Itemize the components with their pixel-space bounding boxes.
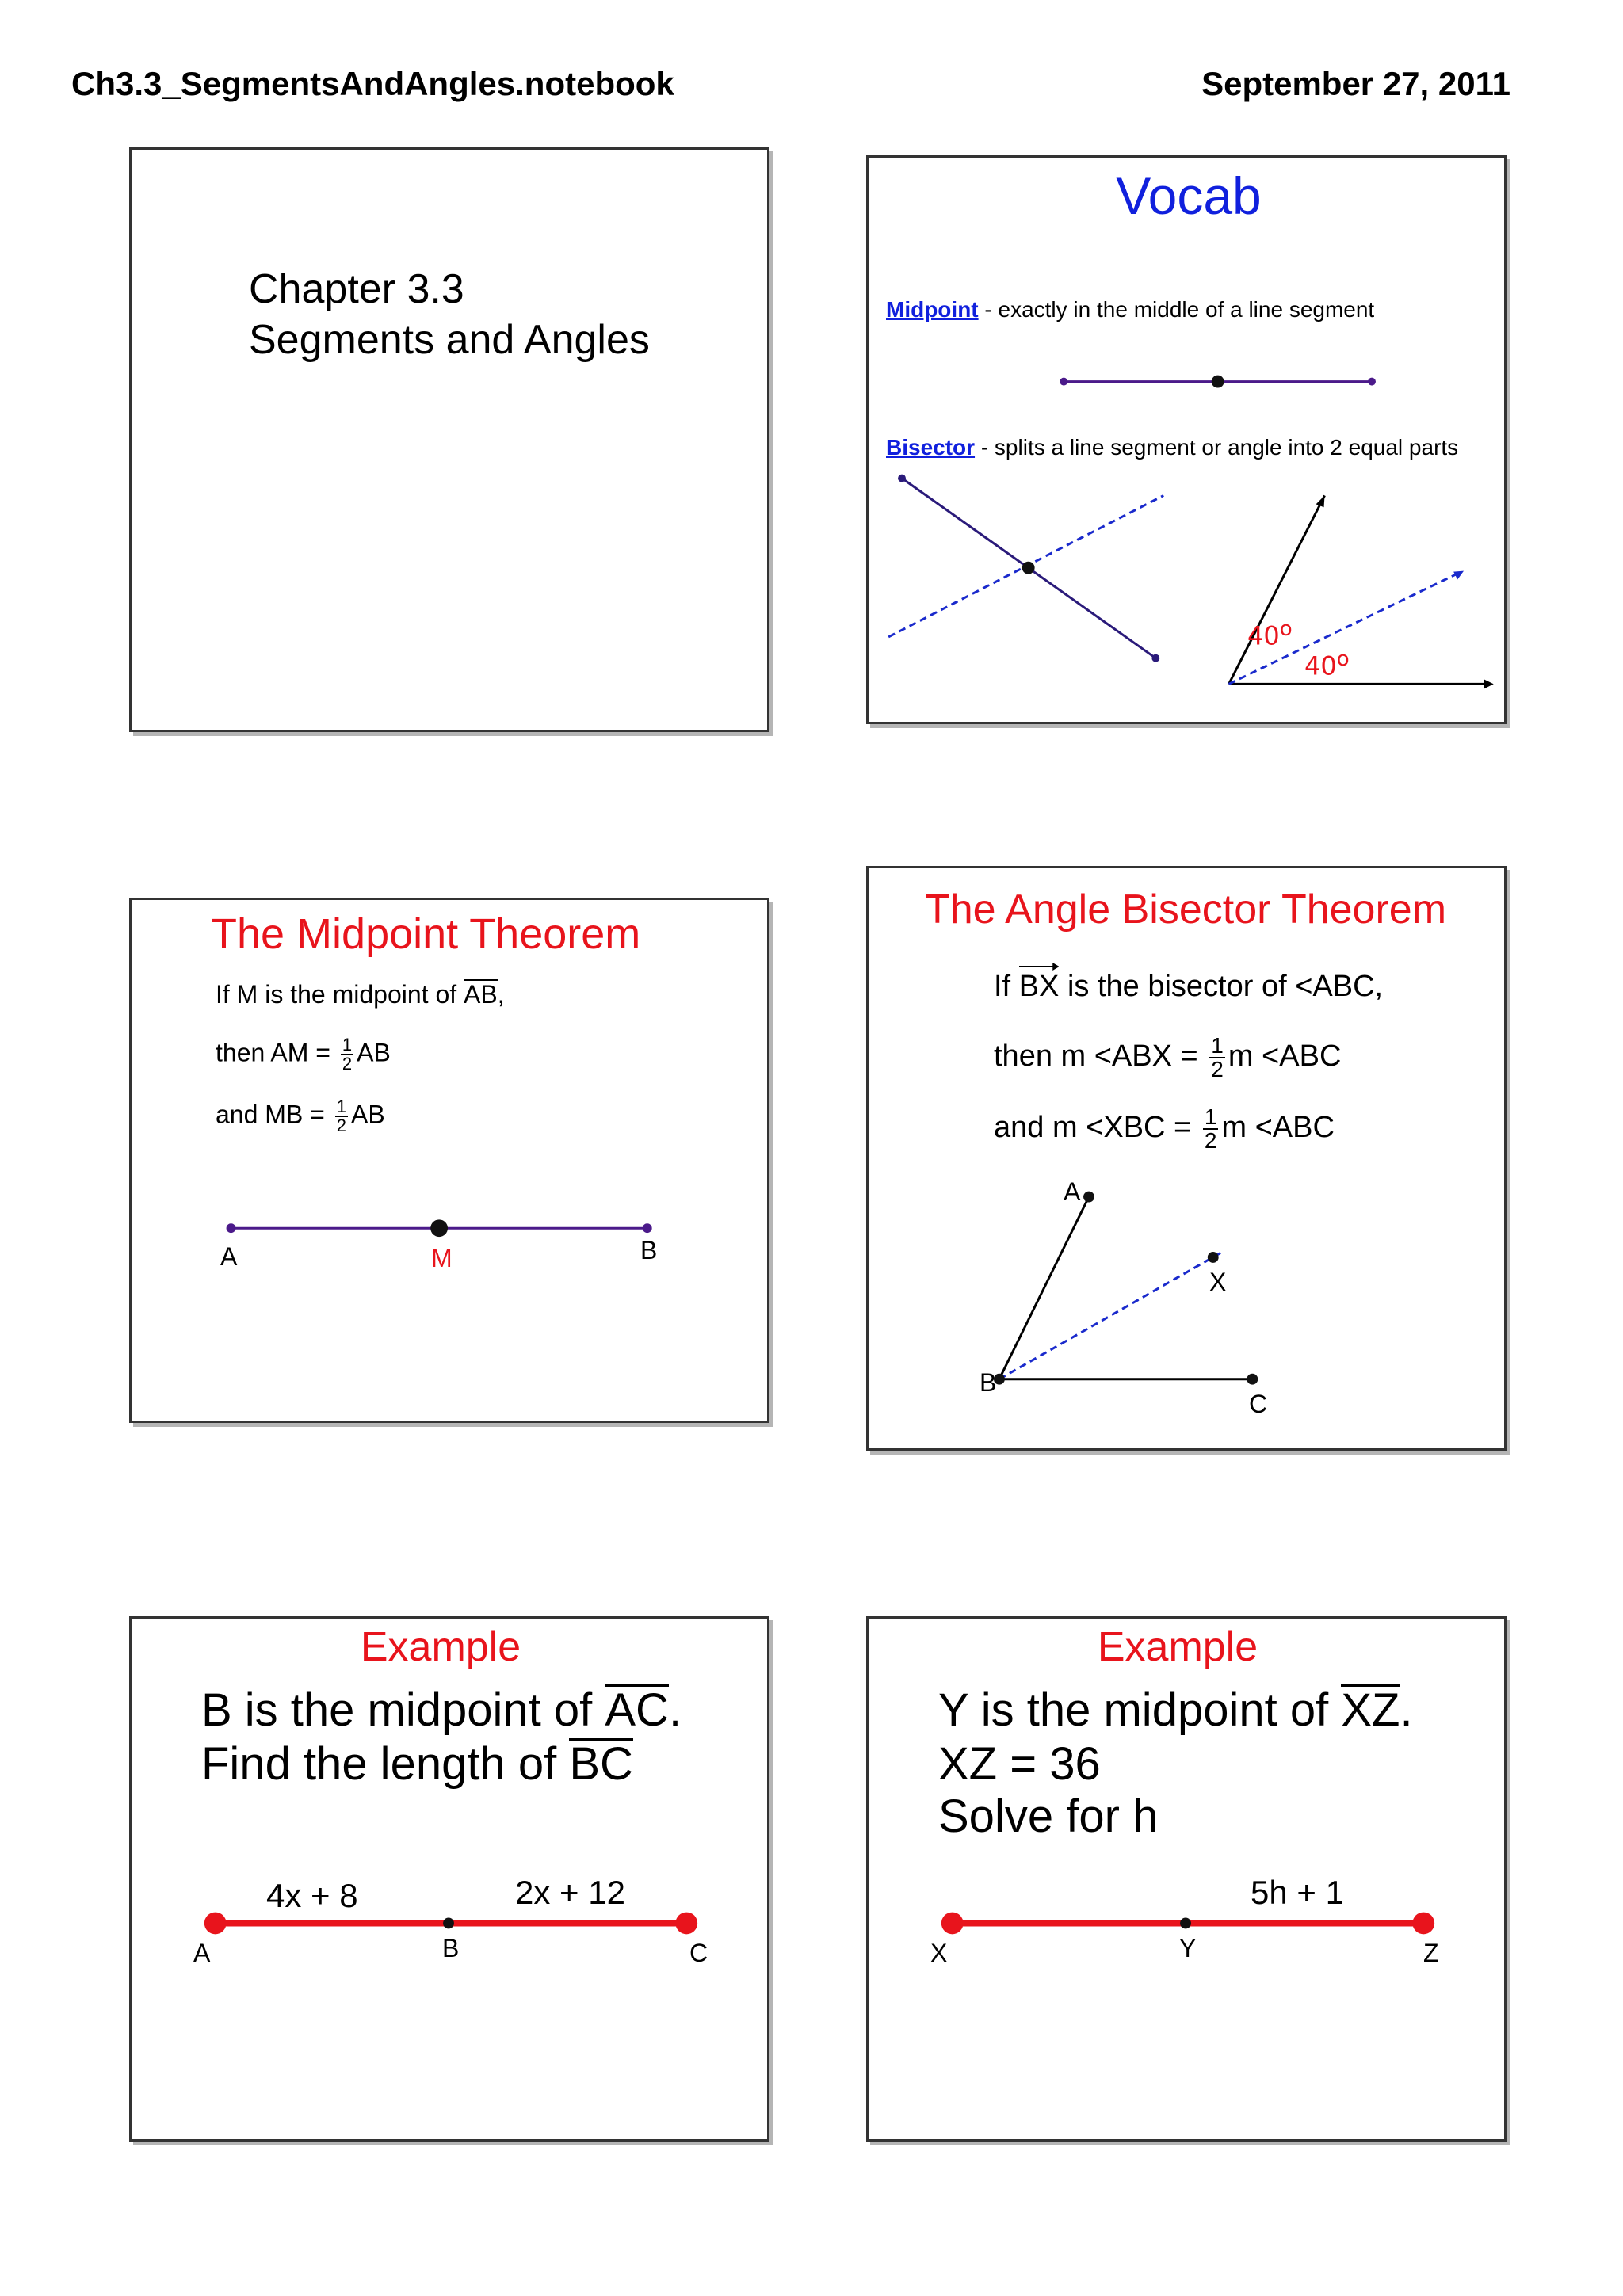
slide-angle-bisector-theorem[interactable]: [866, 866, 1507, 1451]
vocab-title: Vocab: [1116, 166, 1262, 225]
label-a: A: [220, 1242, 238, 1271]
page-date: September 27, 2011: [1201, 65, 1510, 102]
ray-ba: [999, 1197, 1089, 1379]
chapter-number: Chapter 3.3: [249, 266, 464, 312]
expression-bc: 2x + 12: [515, 1874, 625, 1911]
notebook-filename: Ch3.3_SegmentsAndAngles.notebook: [71, 65, 674, 102]
arrowhead: [1484, 679, 1494, 688]
example-title: Example: [360, 1624, 521, 1670]
point-x-dot: [941, 1913, 964, 1935]
point-a-dot: [227, 1223, 236, 1233]
theorem-title: The Angle Bisector Theorem: [924, 887, 1447, 933]
label-z: Z: [1423, 1939, 1439, 1967]
example-line-1: Y is the midpoint of XZ.: [938, 1684, 1413, 1736]
example-title: Example: [1097, 1624, 1258, 1670]
ray-bx-notation: BX: [1019, 970, 1060, 1004]
label-a: A: [1064, 1177, 1081, 1206]
bisector-definition: [886, 435, 1458, 460]
chapter-title: Segments and Angles: [249, 317, 650, 363]
example-line-2: XZ = 36: [938, 1738, 1101, 1790]
bisector-def-text: - splits a line segment or angle into 2 equal parts: [975, 435, 1459, 460]
segment-endpoint: [898, 475, 906, 482]
point-c-dot: [1247, 1374, 1258, 1385]
theorem-line-1: If BX is the bisector of <ABC,: [994, 970, 1383, 1004]
point-a-dot: [1083, 1192, 1094, 1203]
segment-endpoint: [1060, 378, 1067, 386]
angle-label-upper: 40$^o$: [1247, 617, 1293, 651]
segment-xz-notation: XZ: [1341, 1684, 1400, 1736]
label-c: C: [689, 1939, 708, 1967]
ray-arrow-icon: [1019, 962, 1060, 971]
label-m: M: [431, 1244, 453, 1272]
label-b: B: [442, 1934, 460, 1962]
midpoint-term-link[interactable]: Midpoint: [886, 297, 979, 322]
midpoint-definition: [886, 297, 1374, 322]
theorem-line-1: If M is the midpoint of AB,: [216, 980, 505, 1009]
point-b-dot: [643, 1223, 652, 1233]
ray-bx: [999, 1252, 1223, 1379]
expression-ab: 4x + 8: [266, 1877, 358, 1914]
expression-yz: 5h + 1: [1251, 1874, 1344, 1911]
midpoint-diagram: [132, 900, 767, 1421]
slide-example-2[interactable]: [866, 1616, 1507, 2142]
segment-bc-notation: BC: [569, 1738, 633, 1790]
point-y-dot: [1180, 1918, 1191, 1929]
theorem-line-2: then m <ABX = $\frac{1}{2}$ m <ABC: [994, 1033, 1342, 1081]
point-b-dot: [443, 1918, 454, 1929]
point-m-dot: [430, 1219, 448, 1237]
label-c: C: [1249, 1390, 1268, 1418]
segment-endpoint: [1368, 378, 1376, 386]
bisector-term-link[interactable]: Bisector: [886, 435, 976, 460]
point-a-dot: [204, 1913, 227, 1935]
label-a: A: [193, 1939, 211, 1967]
arrowhead: [1316, 495, 1325, 507]
segment-ac-notation: AC: [605, 1684, 669, 1736]
segment-ab-notation: AB: [464, 980, 498, 1009]
angle-bisector-diagram: [869, 868, 1504, 1448]
label-x: X: [930, 1939, 948, 1967]
segment-endpoint: [1151, 654, 1159, 662]
label-b: B: [980, 1368, 997, 1397]
slide-example-1[interactable]: [129, 1616, 769, 2142]
example-line-1: B is the midpoint of AC.: [201, 1684, 682, 1736]
point-x-dot: [1208, 1252, 1219, 1263]
intersection-dot: [1022, 562, 1035, 574]
theorem-line-3: and m <XBC = $\frac{1}{2}$ m <ABC: [994, 1104, 1335, 1153]
theorem-line-2: then AM = $\frac{1}{2}$ AB: [216, 1035, 391, 1074]
midpoint-dot: [1212, 376, 1224, 388]
theorem-line-3: and MB = $\frac{1}{2}$ AB: [216, 1097, 385, 1135]
point-c-dot: [675, 1913, 697, 1935]
label-y: Y: [1179, 1934, 1197, 1962]
slide-midpoint-theorem[interactable]: [129, 898, 769, 1423]
angle-label-lower: 40$^o$: [1304, 647, 1350, 681]
theorem-title: The Midpoint Theorem: [211, 910, 641, 958]
label-b: B: [640, 1236, 658, 1264]
label-x: X: [1209, 1268, 1227, 1296]
point-z-dot: [1412, 1913, 1434, 1935]
slide-vocab[interactable]: [866, 155, 1507, 724]
example-line-3: Solve for h: [938, 1791, 1159, 1842]
slide-chapter-title[interactable]: [129, 147, 769, 732]
example-line-2: Find the length of BC: [201, 1738, 633, 1790]
midpoint-def-text: - exactly in the middle of a line segment: [978, 297, 1375, 322]
